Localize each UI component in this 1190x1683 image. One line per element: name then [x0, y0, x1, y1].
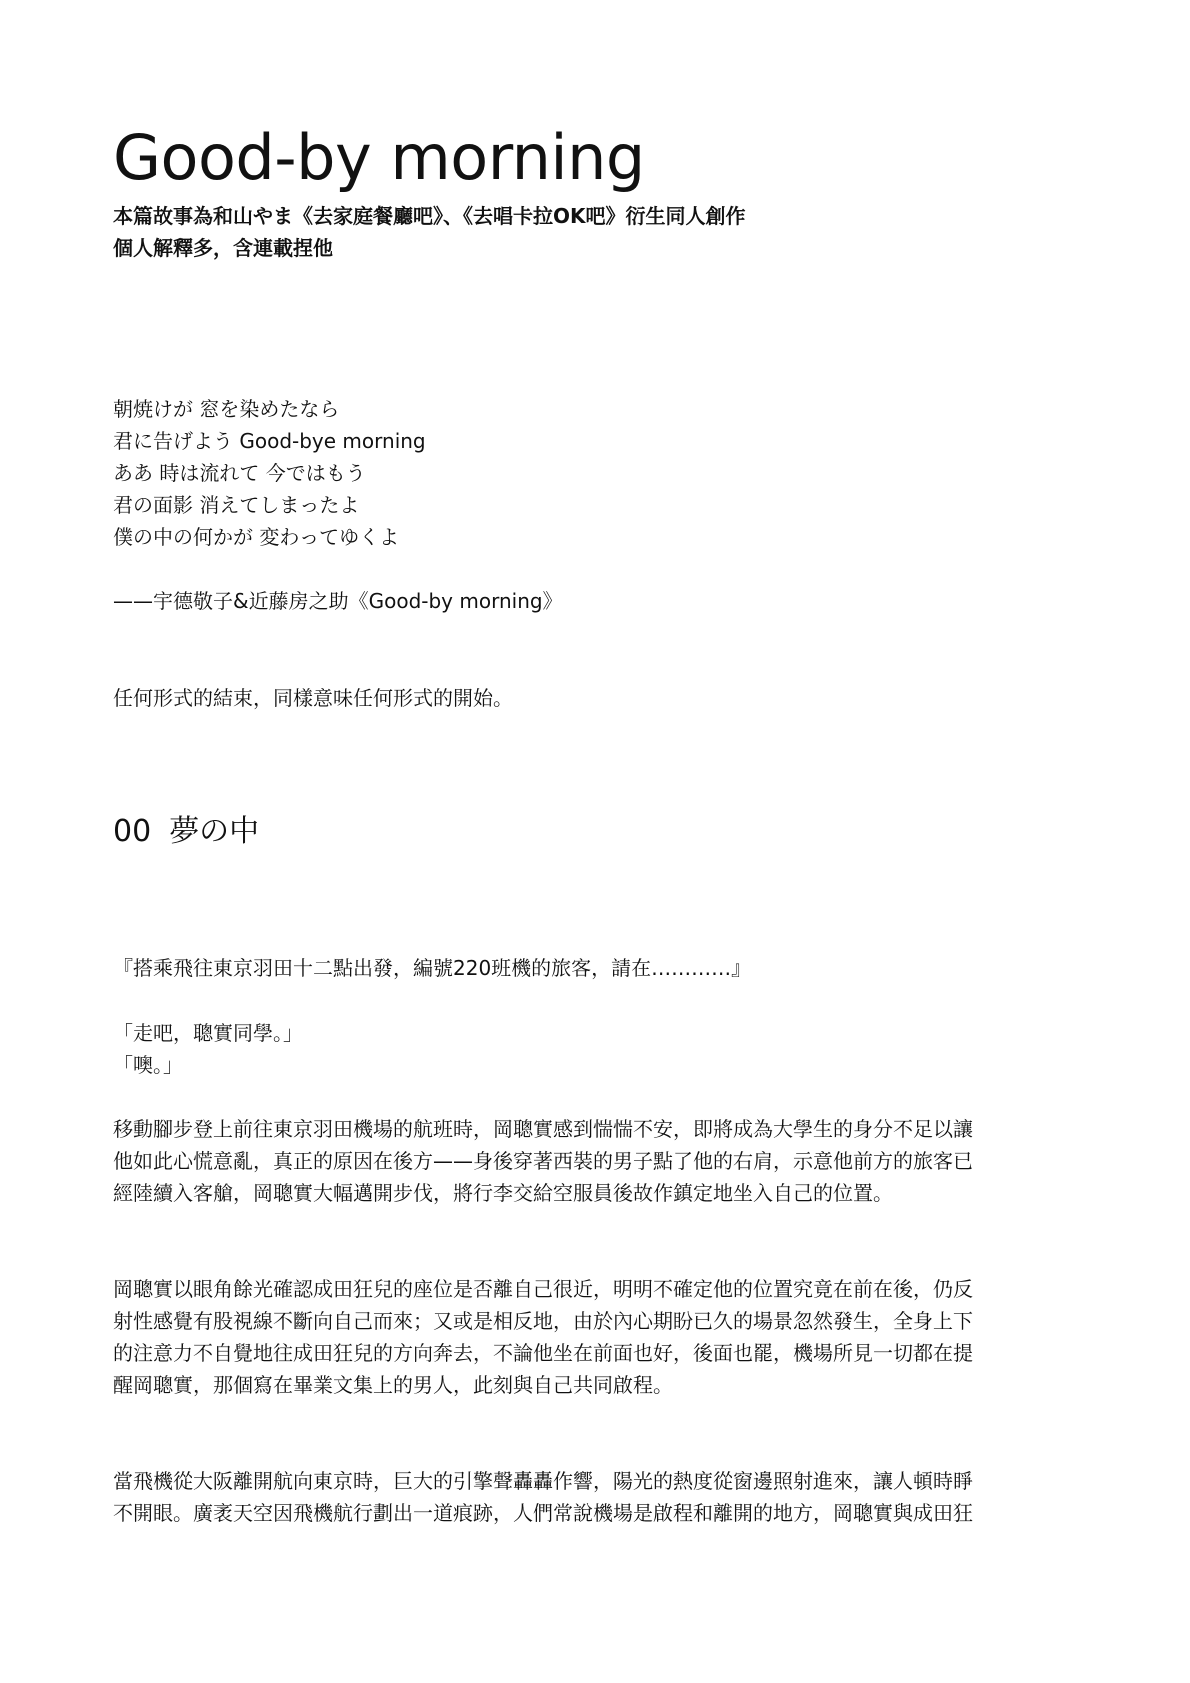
dialogue-line: 「噢。」 — [113, 1053, 183, 1077]
lyric-line: 僕の中の何かが 変わってゆくよ — [113, 525, 400, 549]
body-paragraph-3 — [113, 1465, 1073, 1529]
body-line: 『搭乘飛往東京羽田十二點出發，編號220班機的旅客，請在…………』 — [113, 956, 752, 980]
subtitle-block — [113, 200, 746, 264]
body-paragraph-2 — [113, 1273, 1073, 1401]
lyric-line: 君の面影 消えてしまったよ — [113, 493, 360, 517]
body-line: 他如此心慌意亂，真正的原因在後方——身後穿著西裝的男子點了他的右肩，示意他前方的旅客已 — [113, 1149, 973, 1173]
body-line: 經陸續入客艙，岡聰實大幅邁開步伐，將行李交給空服員後故作鎮定地坐入自己的位置。 — [113, 1181, 893, 1205]
chapter-heading — [113, 812, 259, 852]
body-line: 的注意力不自覺地往成田狂兒的方向奔去，不論他坐在前面也好，後面也罷，機場所見一切都在提 — [113, 1341, 973, 1365]
document-title: Good-by morning — [113, 121, 645, 194]
body-line: 射性感覺有股視線不斷向自己而來；又或是相反地，由於內心期盼已久的場景忽然發生，全身上下 — [113, 1309, 973, 1333]
chapter-title: 夢の中 — [169, 814, 260, 849]
epigraph: 任何形式的結束，同樣意味任何形式的開始。 — [113, 686, 513, 710]
body-line: 移動腳步登上前往東京羽田機場的航班時，岡聰實感到惴惴不安，即將成為大學生的身分不足以讓 — [113, 1117, 973, 1141]
announcement-paragraph — [113, 952, 1073, 984]
lyric-line: 朝焼けが 窓を染めたなら — [113, 397, 340, 421]
dialogue-line: 「走吧，聰實同學。」 — [113, 1021, 303, 1045]
chapter-number: 00 — [113, 814, 152, 849]
subtitle-line: 本篇故事為和山やま《去家庭餐廳吧》、《去唱卡拉OK吧》衍生同人創作 — [113, 204, 746, 228]
lyric-line: ああ 時は流れて 今ではもう — [113, 461, 366, 485]
body-line: 岡聰實以眼角餘光確認成田狂兒的座位是否離自己很近，明明不確定他的位置究竟在前在後，仍反 — [113, 1277, 973, 1301]
lyrics-credit: ——宇德敬子&近藤房之助《Good-by morning》 — [113, 589, 563, 613]
subtitle-line: 個人解釋多，含連載捏他 — [113, 236, 333, 260]
body-paragraph-1 — [113, 1113, 1073, 1209]
body-line: 當飛機從大阪離開航向東京時，巨大的引擎聲轟轟作響，陽光的熱度從窗邊照射進來，讓人頓時睜 — [113, 1469, 973, 1493]
dialogue-block — [113, 1017, 1073, 1081]
lyric-line: 君に告げよう Good-bye morning — [113, 429, 426, 453]
body-line: 不開眼。廣袤天空因飛機航行劃出一道痕跡，人們常說機場是啟程和離開的地方，岡聰實與成田狂 — [113, 1501, 973, 1525]
body-line: 醒岡聰實，那個寫在畢業文集上的男人，此刻與自己共同啟程。 — [113, 1373, 673, 1397]
lyrics-block — [113, 393, 426, 553]
